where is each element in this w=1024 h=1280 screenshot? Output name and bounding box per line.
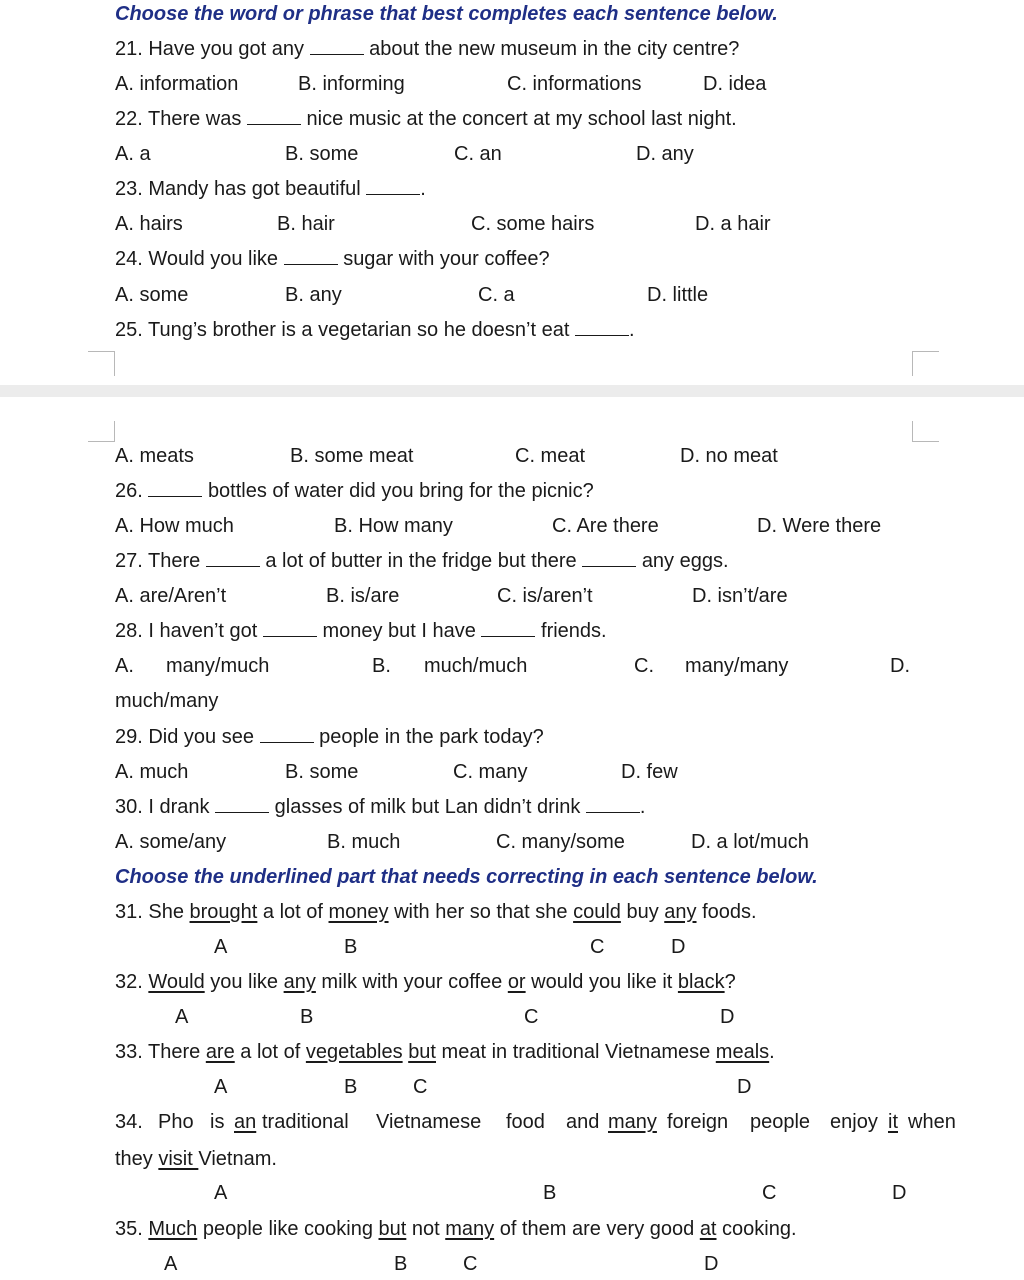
q23-option-b: B. hair <box>277 213 335 235</box>
question-text: meat in traditional Vietnamese <box>436 1041 716 1063</box>
question-32 <box>115 970 736 994</box>
q25-option-d: D. no meat <box>680 445 778 467</box>
question-text: not <box>406 1218 446 1240</box>
answer-blank <box>366 178 420 195</box>
question-text: a lot of butter in the fridge but there <box>265 550 577 572</box>
section-heading-fill-in: Choose the word or phrase that best completes each sentence below. <box>115 3 778 25</box>
question-text: 24. Would you like <box>115 248 279 270</box>
question-text: Vietnamese <box>376 1111 482 1133</box>
crop-mark-right-bottom <box>912 421 939 442</box>
answer-blank <box>586 796 640 813</box>
crop-mark-left-bottom <box>88 421 115 442</box>
q27-option-a: A. are/Aren’t <box>115 585 227 607</box>
q27-option-d: D. isn’t/are <box>692 585 788 607</box>
question-27 <box>115 549 729 573</box>
q26-option-a: A. How much <box>115 515 234 537</box>
q24-option-c: C. a <box>478 284 515 306</box>
q34-letter-c: C <box>762 1182 777 1204</box>
q34-letter-b: B <box>543 1182 557 1204</box>
underlined-part-c: or <box>507 971 526 993</box>
q21-option-d: D. idea <box>703 73 767 95</box>
question-text: people like cooking <box>197 1218 379 1240</box>
question-text: 25. Tung’s brother is a vegetarian so he doesn’t eat <box>115 319 570 341</box>
question-text: 32. <box>115 971 149 993</box>
question-text: with her so that she <box>388 901 574 923</box>
q31-letter-c: C <box>590 936 605 958</box>
q25-option-c: C. meat <box>515 445 586 467</box>
underlined-part-c: many <box>445 1218 495 1240</box>
underlined-part-c: could <box>573 901 621 923</box>
question-24 <box>115 247 550 271</box>
question-text: . <box>420 178 426 200</box>
underlined-part-d: any <box>664 901 697 923</box>
underlined-part-c: but <box>408 1041 436 1063</box>
question-text: people in the park today? <box>319 726 544 748</box>
underlined-part-a: brought <box>189 901 258 923</box>
question-text: 21. Have you got any <box>115 38 305 60</box>
underlined-part-b: but <box>378 1218 407 1240</box>
q32-letter-c: C <box>524 1006 539 1028</box>
q22-option-a: A. a <box>115 143 151 165</box>
q33-letter-b: B <box>344 1076 358 1098</box>
underlined-part-a: Much <box>148 1218 198 1240</box>
q23-option-c: C. some hairs <box>471 213 595 235</box>
question-text: buy <box>620 901 665 923</box>
q30-option-d: D. a lot/much <box>691 831 809 853</box>
q21-option-a: A. information <box>115 73 239 95</box>
underlined-part-d: visit <box>158 1148 199 1170</box>
question-text: 26. <box>115 480 143 502</box>
underlined-part-b: vegetables <box>305 1041 403 1063</box>
underlined-part-d: meals <box>715 1041 770 1063</box>
q22-option-c: C. an <box>454 143 502 165</box>
question-text: 33. There <box>115 1041 206 1063</box>
question-text: nice music at the concert at my school last night. <box>306 108 737 130</box>
q23-option-a: A. hairs <box>115 213 183 235</box>
question-text: friends. <box>541 620 607 642</box>
answer-blank <box>481 620 535 637</box>
q34-letter-a: A <box>214 1182 228 1204</box>
question-text: enjoy <box>830 1111 878 1133</box>
section-heading-error-correction: Choose the underlined part that needs correcting in each sentence below. <box>115 866 818 888</box>
question-35 <box>115 1217 797 1241</box>
page-one <box>0 0 1024 385</box>
q26-option-b: B. How many <box>334 515 453 537</box>
underlined-part-a: an <box>234 1111 257 1133</box>
question-29 <box>115 725 544 749</box>
q24-option-b: B. any <box>285 284 342 306</box>
question-text: a lot of <box>234 1041 306 1063</box>
answer-blank <box>582 550 636 567</box>
answer-blank <box>575 319 629 336</box>
underlined-part-d: at <box>699 1218 717 1240</box>
question-33 <box>115 1040 775 1064</box>
question-text: 22. There was <box>115 108 242 130</box>
q25-option-a: A. meats <box>115 445 194 467</box>
q22-option-b: B. some <box>285 143 359 165</box>
q34-letter-d: D <box>892 1182 907 1204</box>
question-text: . <box>639 796 646 818</box>
question-text: you like <box>204 971 284 993</box>
q31-letter-d: D <box>671 936 686 958</box>
answer-blank <box>263 620 317 637</box>
question-text: foods. <box>696 901 757 923</box>
q33-letter-a: A <box>214 1076 228 1098</box>
q28-option-b-letter: B. <box>372 655 391 677</box>
question-21 <box>115 37 739 61</box>
question-26 <box>115 479 594 503</box>
question-text: they <box>115 1148 159 1170</box>
q31-letter-b: B <box>344 936 358 958</box>
question-text: milk with your coffee <box>315 971 508 993</box>
question-text: . <box>628 319 635 341</box>
question-text: Pho <box>158 1111 194 1133</box>
question-text: glasses of milk but Lan didn’t drink <box>274 796 581 818</box>
question-28 <box>115 619 607 643</box>
q23-option-d: D. a hair <box>695 213 771 235</box>
q28-option-b-text: much/much <box>424 655 528 677</box>
question-text: people <box>750 1111 811 1133</box>
question-text: 27. There <box>115 550 201 572</box>
underlined-part-c: it <box>888 1111 898 1133</box>
q28-option-a-text: many/much <box>166 655 270 677</box>
q28-option-c-text: many/many <box>685 655 789 677</box>
question-text: 30. I drank <box>115 796 210 818</box>
q21-option-c: C. informations <box>507 73 642 95</box>
question-text: ? <box>724 971 736 993</box>
q24-option-a: A. some <box>115 284 189 306</box>
q29-option-c: C. many <box>453 761 528 783</box>
question-text: when <box>908 1111 956 1133</box>
question-text: 28. I haven’t got <box>115 620 258 642</box>
question-30 <box>115 795 645 819</box>
question-text: money but I have <box>322 620 476 642</box>
q30-option-a: A. some/any <box>115 831 227 853</box>
question-text: 29. Did you see <box>115 726 254 748</box>
answer-blank <box>284 248 338 265</box>
page-break-gap <box>0 385 1024 397</box>
question-31 <box>115 900 757 924</box>
underlined-part-b: money <box>328 901 389 923</box>
underlined-part-a: are <box>205 1041 235 1063</box>
q28-option-d-letter: D. <box>890 655 910 677</box>
underlined-part-b: any <box>283 971 316 993</box>
q31-letter-a: A <box>214 936 228 958</box>
question-text: would you like it <box>525 971 678 993</box>
question-text: 31. She <box>115 901 190 923</box>
question-text: cooking. <box>716 1218 797 1240</box>
answer-blank <box>247 108 301 125</box>
underlined-part-d: black <box>677 971 725 993</box>
q33-letter-d: D <box>737 1076 752 1098</box>
answer-blank <box>206 550 260 567</box>
question-text: about the new museum in the city centre? <box>369 38 740 60</box>
q35-letter-d: D <box>704 1253 719 1275</box>
question-text: of them are very good <box>494 1218 700 1240</box>
q27-option-b: B. is/are <box>326 585 400 607</box>
question-text: bottles of water did you bring for the picnic? <box>207 480 594 502</box>
question-text: traditional <box>262 1111 349 1133</box>
q28-option-a-letter: A. <box>115 655 134 677</box>
page-two <box>0 397 1024 1280</box>
underlined-part-b: many <box>608 1111 657 1133</box>
question-text: a lot of <box>257 901 329 923</box>
q27-option-c: C. is/aren’t <box>497 585 593 607</box>
question-text: any eggs. <box>641 550 729 572</box>
question-text: 34. <box>115 1111 143 1133</box>
q32-letter-b: B <box>300 1006 314 1028</box>
answer-blank <box>215 796 269 813</box>
question-text: is <box>210 1111 225 1133</box>
q35-letter-b: B <box>394 1253 408 1275</box>
q28-option-c-letter: C. <box>634 655 654 677</box>
question-text: Vietnam. <box>198 1148 277 1170</box>
question-text: foreign <box>667 1111 729 1133</box>
answer-blank <box>148 480 202 497</box>
q21-option-b: B. informing <box>298 73 405 95</box>
answer-blank <box>260 726 314 743</box>
q25-option-b: B. some meat <box>290 445 414 467</box>
q26-option-d: D. Were there <box>757 515 882 537</box>
q24-option-d: D. little <box>647 284 709 306</box>
question-22 <box>115 107 737 131</box>
q32-letter-d: D <box>720 1006 735 1028</box>
question-23 <box>115 177 426 201</box>
q30-option-b: B. much <box>327 831 401 853</box>
question-text: sugar with your coffee? <box>343 248 550 270</box>
question-text: food <box>506 1111 545 1133</box>
q29-option-d: D. few <box>621 761 678 783</box>
q33-letter-c: C <box>413 1076 428 1098</box>
crop-mark-left-top <box>88 351 115 376</box>
question-text: and <box>566 1111 600 1133</box>
q28-option-d-text: much/many <box>115 690 219 712</box>
question-text: 35. <box>115 1218 149 1240</box>
q29-option-a: A. much <box>115 761 189 783</box>
question-25 <box>115 318 635 342</box>
question-text: 23. Mandy has got beautiful <box>115 178 361 200</box>
q22-option-d: D. any <box>636 143 694 165</box>
q26-option-c: C. Are there <box>552 515 659 537</box>
crop-mark-right-top <box>912 351 939 376</box>
q29-option-b: B. some <box>285 761 359 783</box>
q30-option-c: C. many/some <box>496 831 625 853</box>
q35-letter-a: A <box>164 1253 178 1275</box>
underlined-part-a: Would <box>148 971 205 993</box>
answer-blank <box>310 38 364 55</box>
q35-letter-c: C <box>463 1253 478 1275</box>
q32-letter-a: A <box>175 1006 189 1028</box>
question-text: . <box>769 1041 775 1063</box>
